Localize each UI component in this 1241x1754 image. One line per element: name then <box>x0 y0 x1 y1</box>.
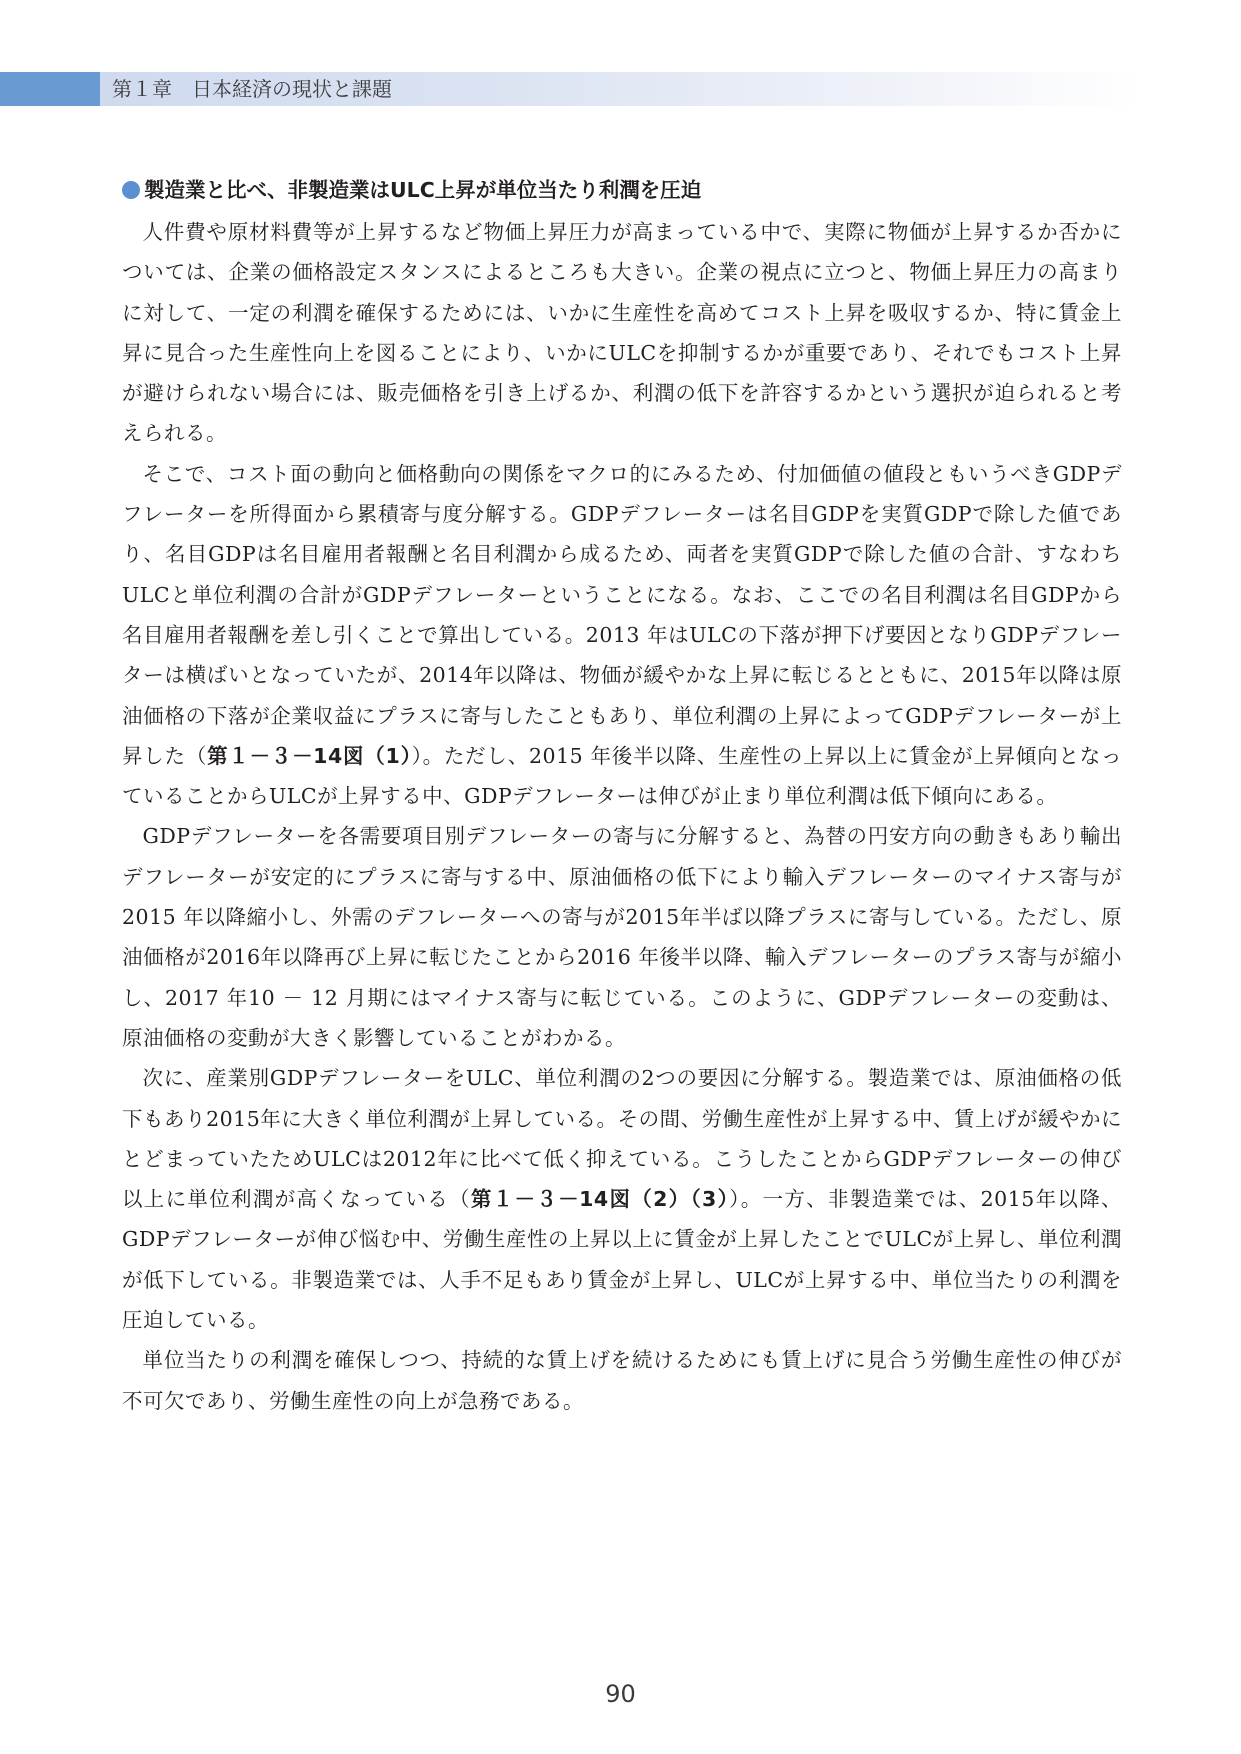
paragraph <box>122 212 1122 454</box>
paragraph-text: 次に、産業別GDPデフレーターをULC、単位利潤の2つの要因に分解する。製造業では、原油価格の低下もあり2015年に大きく単位利潤が上昇している。その間、労働生産性が上昇する中、賃上げが緩やかにとどまっていたためULCは2012年に比べて低く抑えている。こうしたことからGDPデフレーターの伸び以上に単位利潤が高くなっている（ <box>122 1066 1122 1212</box>
chapter-title: 第１章 日本経済の現状と課題 <box>112 77 392 101</box>
chapter-header-band <box>0 72 1241 106</box>
paragraph-text: ）。一方、非製造業では、2015年以降、GDPデフレーターが伸び悩む中、労働生産性の上昇以上に賃金が上昇したことでULCが上昇し、単位利潤が低下している。非製造業では、人手不足もあり賃金が上昇し、ULCが上昇する中、単位当たりの利潤を圧迫している。 <box>122 1187 1123 1333</box>
paragraph <box>122 1340 1122 1421</box>
paragraph-text: そこで、コスト面の動向と価格動向の関係をマクロ的にみるため、付加価値の値段ともいうべきGDPデフレーターを所得面から累積寄与度分解する。GDPデフレーターは名目GDPを実質GDPで除した値であり、名目GDPは名目雇用者報酬と名目利潤から成るため、両者を実質GDPで除した値の合計、すなわちULCと単位利潤の合計がGDPデフレーターということになる。なお、ここでの名目利潤は名目GDPから名目雇用者報酬を差し引くことで算出している。2013 年はULCの下落が押下げ要因となりGDPデフレーターは横ばいとなっていたが、2014年以降は、物価が緩やかな上昇に転じるとともに、2015年以降は原油価格の下落が企業収益にプラスに寄与したこともあり、単位利潤の上昇によってGDPデフレーターが上昇した（ <box>122 461 1122 768</box>
section-heading <box>122 170 1122 210</box>
page-number: 90 <box>605 1680 636 1708</box>
paragraph-text: 単位当たりの利潤を確保しつつ、持続的な賃上げを続けるためにも賃上げに見合う労働生産性の伸びが不可欠であり、労働生産性の向上が急務である。 <box>122 1348 1122 1413</box>
figure-reference: 第１－３－14図（1） <box>207 743 412 768</box>
figure-reference: 第１－３－14図（2）（3） <box>470 1187 730 1212</box>
paragraph-text: ）。ただし、2015 年後半以降、生産性の上昇以上に賃金が上昇傾向となっていることからULCが上昇する中、GDPデフレーターは伸びが止まり単位利潤は低下傾向にある。 <box>122 743 1122 809</box>
bullet-circle-icon <box>122 181 140 199</box>
paragraph-text: 人件費や原材料費等が上昇するなど物価上昇圧力が高まっている中で、実際に物価が上昇するか否かについては、企業の価格設定スタンスによるところも大きい。企業の視点に立つと、物価上昇圧力の高まりに対して、一定の利潤を確保するためには、いかに生産性を高めてコスト上昇を吸収するか、特に賃金上昇に見合った生産性向上を図ることにより、いかにULCを抑制するかが重要であり、それでもコスト上昇が避けられない場合には、販売価格を引き上げるか、利潤の低下を許容するかという選択が迫られると考えられる。 <box>122 220 1122 446</box>
chapter-tab <box>0 72 100 106</box>
paragraph <box>122 1058 1122 1340</box>
paragraph <box>122 454 1122 817</box>
main-content <box>122 170 1122 1421</box>
paragraph <box>122 816 1122 1058</box>
paragraph-text: GDPデフレーターを各需要項目別デフレーターの寄与に分解すると、為替の円安方向の動きもあり輸出デフレーターが安定的にプラスに寄与する中、原油価格の低下により輸入デフレーターのマイナス寄与が2015 年以降縮小し、外需のデフレーターへの寄与が2015年半ば以降プラスに寄与している。ただし、原油価格が2016年以降再び上昇に転じたことから2016 年後半以降、輸入デフレーターのプラス寄与が縮小し、2017 年10 － 12 月期にはマイナス寄与に転じている。このように、GDPデフレーターの変動は、原油価格の変動が大きく影響していることがわかる。 <box>122 824 1122 1050</box>
section-heading-text: 製造業と比べ、非製造業はULC上昇が単位当たり利潤を圧迫 <box>144 178 702 202</box>
